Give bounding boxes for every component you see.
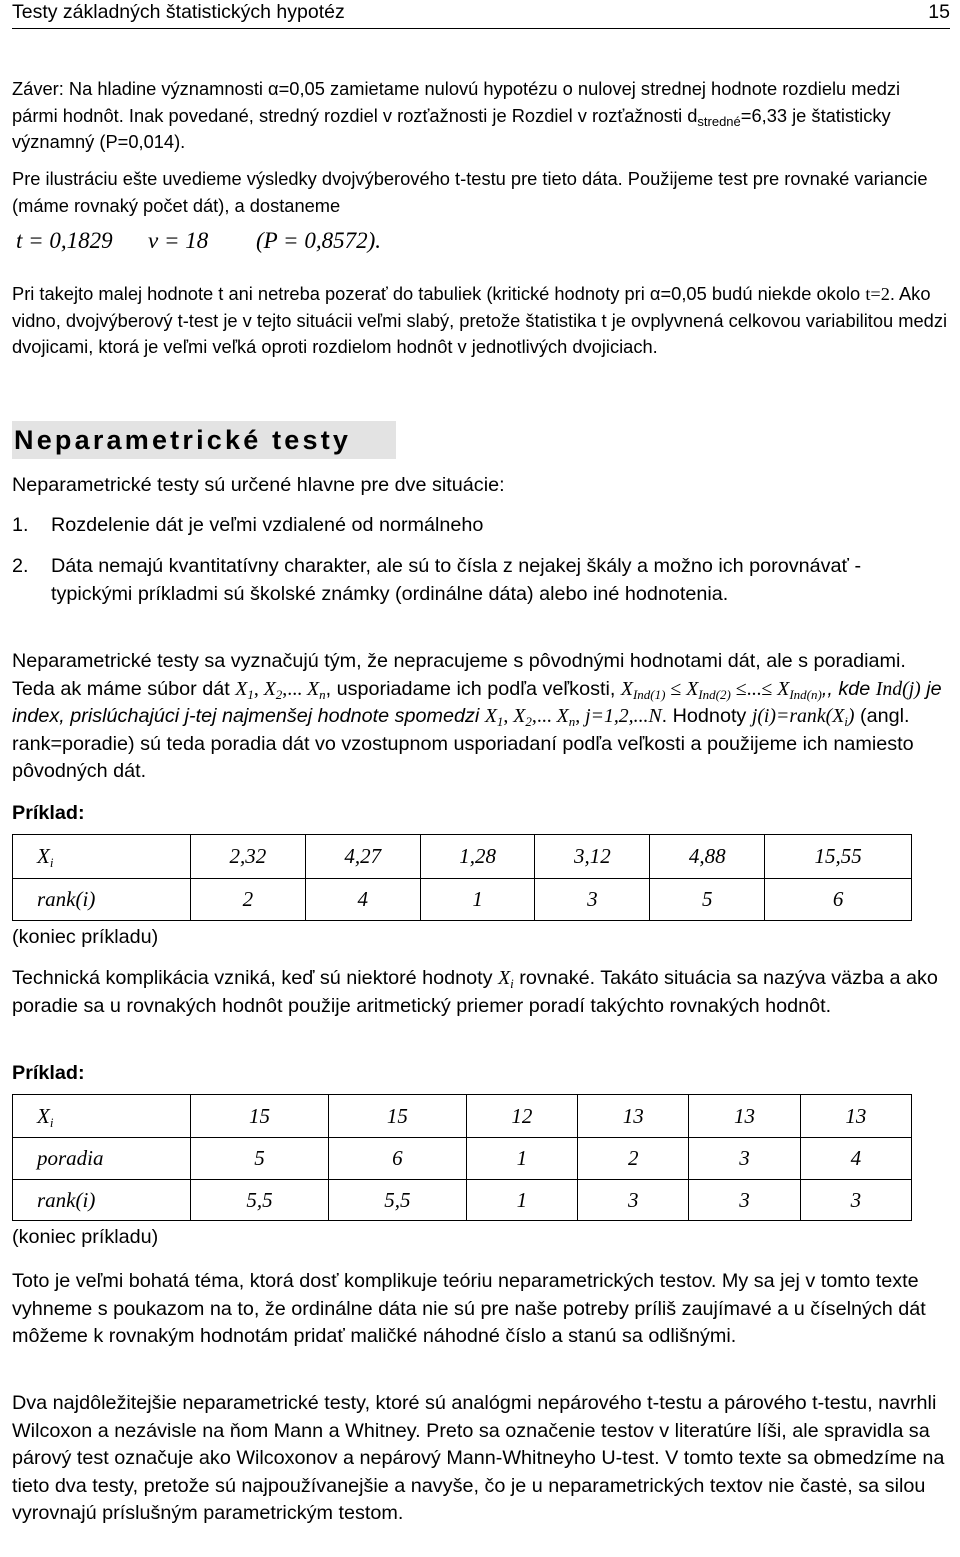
- table-cell: 15: [191, 1095, 329, 1138]
- rank-text: . Hodnoty: [661, 705, 752, 727]
- row-label-text: rank(i): [37, 1187, 96, 1212]
- page-header: [12, 0, 950, 29]
- situation-text: Dáta nemajú kvantitatívny charakter, ale sú to čísla z nejakej škály a možno ich porovnávať - typickými príkladmi sú školské známky (ordinálne dáta) alebo iné hodnotenia.: [51, 555, 862, 605]
- example-2-table: [12, 1094, 912, 1221]
- var-sub: 1: [247, 686, 254, 702]
- situation-text: Rozdelenie dát je veľmi vzdialené od normálneho: [51, 514, 484, 536]
- table-cell: 6: [328, 1138, 466, 1180]
- t-test-intro-paragraph: Pre ilustráciu ešte uvedieme výsledky dvojvýberového t-testu pre tieto dáta. Použijeme test pre rovnaké variancie (máme rovnaký počet dát), a dostaneme: [12, 168, 928, 216]
- table-cell: 4,88: [650, 835, 765, 879]
- example-1-table: [12, 834, 912, 921]
- table-row: [13, 1138, 912, 1180]
- situation-number: 2.: [12, 555, 29, 577]
- row-label-text: X: [37, 844, 50, 868]
- table-cell: 4: [305, 879, 420, 921]
- row-label: [13, 1180, 191, 1221]
- table-row: [13, 1095, 912, 1138]
- table-cell: 15,55: [765, 835, 912, 879]
- table-cell: 13: [578, 1095, 689, 1138]
- table-cell: 5,5: [191, 1180, 329, 1221]
- situation-number: 1.: [12, 514, 29, 536]
- table-cell: 3: [800, 1180, 911, 1221]
- example-2-label: Príklad:: [12, 1062, 85, 1084]
- example-2-end: (koniec príkladu): [12, 1226, 159, 1248]
- table-cell: 3: [535, 879, 650, 921]
- var-sub: n: [568, 714, 576, 729]
- sep: ,...: [282, 677, 308, 700]
- var-x: X: [263, 677, 276, 700]
- row-label-sub: i: [49, 1114, 54, 1130]
- table-cell: 5,5: [328, 1180, 466, 1221]
- table-cell: 12: [466, 1095, 577, 1138]
- var-sub: i: [844, 714, 848, 729]
- conclusion-paragraph: [12, 76, 948, 156]
- var-sub: Ind(n): [789, 686, 822, 702]
- table-cell: 1,28: [420, 835, 535, 879]
- section-heading-text: Neparametrické testy: [14, 425, 352, 455]
- sep: ,...: [531, 705, 557, 727]
- var-sub: 2: [275, 686, 283, 702]
- example-1-label: Príklad:: [12, 802, 85, 824]
- formula-t: t = 0,1829: [16, 228, 113, 253]
- table-cell: 6: [765, 879, 912, 921]
- table-cell: 5: [191, 1138, 329, 1180]
- row-label-sub: i: [49, 855, 54, 870]
- example-1-end: (koniec príkladu): [12, 926, 159, 948]
- row-label-text: rank(i): [37, 887, 96, 911]
- var-x: X: [498, 967, 511, 989]
- le-sign: ≤: [665, 677, 687, 700]
- var-sub: n: [319, 686, 326, 702]
- table-cell: 4,27: [305, 835, 420, 879]
- section-heading: [12, 421, 396, 459]
- header-title: Testy základných štatistických hypotéz: [12, 1, 345, 23]
- page-number: 15: [928, 1, 950, 23]
- var-sub: 2: [525, 714, 532, 729]
- table-cell: 2,32: [191, 835, 306, 879]
- row-label: [13, 1138, 191, 1180]
- formula-nu: ν = 18: [148, 228, 209, 253]
- sep: ,: [503, 705, 514, 727]
- table-cell: 3,12: [535, 835, 650, 879]
- t-value: t=2: [865, 284, 890, 304]
- two-tests-paragraph: Dva najdôležitejšie neparametrické testy, ktoré sú analógmi nepárového t-testu a párového t-testu, navrhli Wilcoxon a nezávisle na ňom Mann a Whitney. Preto sa označenie testov v literatúre líši, ale spravidla sa párový test označuje ako Wilcoxonov a nepárový Mann-Whitneyho U-test. V tomto texte sa obmedzíme na tieto dva testy, pretože sú najpoužívanejšie a navyše, čo je u neparametrických textov nie častė, sa silou vyrovnajú príslušným parametrickým testom.: [12, 1392, 945, 1524]
- situation-item-1: [12, 512, 948, 542]
- formula-p: (P = 0,8572).: [256, 228, 381, 253]
- var-x: X: [620, 677, 633, 700]
- ties-text: Technická komplikácia vzniká, keď sú niektoré hodnoty: [12, 967, 499, 989]
- table-row: [13, 879, 912, 921]
- var-sub: i: [510, 976, 514, 991]
- rich-topic-paragraph: Toto je veľmi bohatá téma, ktorá dosť komplikuje teóriu neparametrických testov. My sa jej v tomto texte vyhneme s poukazom na to, že ordinálne dáta nie sú pre naše potreby príliš zaujímavé a u číselných dát môžeme k rovnakým hodnotám pridať maličké náhodné číslo a stanú sa odlišnými.: [12, 1270, 926, 1347]
- var-x: X: [307, 677, 320, 700]
- table-row: [13, 835, 912, 879]
- var-x: X: [484, 705, 497, 727]
- small-t-paragraph: [12, 281, 948, 361]
- d-subscript: stredné: [697, 113, 741, 129]
- var-ind: Ind(j): [875, 677, 921, 700]
- var-x: X: [686, 677, 699, 700]
- table-cell: 1: [466, 1180, 577, 1221]
- rank-paragraph: [12, 648, 948, 786]
- table-cell: 4: [800, 1138, 911, 1180]
- table-cell: 3: [578, 1180, 689, 1221]
- sep: ,: [253, 677, 264, 700]
- rank-text: , usporiadame ich podľa veľkosti,: [325, 677, 621, 700]
- table-cell: 15: [328, 1095, 466, 1138]
- var-x: X: [556, 705, 569, 727]
- small-t-text-a: Pri takejto malej hodnote t ani netreba pozerať do tabuliek (kritické hodnoty pri α=0,05 budú niekde okolo: [12, 283, 866, 304]
- ties-text: rovnaké. Takáto situácia sa nazýva väzba a ako poradie sa u rovnakých hodnôt použije aritmetický priemer poradí takýchto rovnakých hodnôt.: [12, 967, 938, 1017]
- sep: ,: [575, 705, 586, 727]
- table-cell: 13: [800, 1095, 911, 1138]
- var-j-def: j(i)=rank(X: [751, 705, 845, 727]
- table-cell: 3: [689, 1180, 800, 1221]
- row-label-text: poradia: [37, 1146, 104, 1170]
- ties-paragraph: [12, 965, 948, 1020]
- small-t-text-b: . Ako vidno, dvojvýberový t-test je v tejto situácii veľmi slabý, pretože štatistika t je ovplyvnená celkovou variabilitou medzi dvojicami, ktorá je veľmi veľká oproti rozdielom hodnôt v jednotlivých dvojiciach.: [12, 283, 948, 357]
- row-label-text: X: [37, 1103, 50, 1128]
- le-sign: ≤...≤: [730, 677, 778, 700]
- table-row: [13, 1180, 912, 1221]
- intro-paragraph: Neparametrické testy sú určené hlavne pre dve situácie:: [12, 474, 505, 496]
- rank-text: Neparametrické testy sa vyznačujú tým, že nepracujeme s pôvodnými hodnotami dát, ale s poradiami. Teda ak máme súbor dát: [12, 650, 906, 700]
- table-cell: 3: [689, 1138, 800, 1180]
- var-sub: Ind(2): [698, 686, 731, 702]
- var-x: X: [777, 677, 790, 700]
- table-cell: 1: [466, 1138, 577, 1180]
- conclusion-text-a: Záver: Na hladine významnosti α=0,05 zamietame nulovú hypotézu o nulovej strednej hodnote rozdielu medzi pármi hodnôt. Inak povedané, stredný rozdiel v rozťažnosti je Rozdiel v rozťažnosti d: [12, 78, 901, 126]
- var-sub: Ind(1): [632, 686, 666, 702]
- rank-text: (angl. rank=poradie) sú teda poradia dát vo vzostupnom usporiadaní podľa veľkosti a použijeme ich namiesto pôvodných dát.: [12, 705, 914, 782]
- var-x: X: [513, 705, 526, 727]
- conclusion-text-b: =6,33 je štatisticky významný (P=0,014).: [12, 104, 891, 152]
- table-cell: 1: [420, 879, 535, 921]
- table-cell: 13: [689, 1095, 800, 1138]
- rank-text: ,, kde: [821, 677, 876, 700]
- row-label: [13, 879, 191, 921]
- row-label: [13, 1095, 191, 1138]
- rank-text: je index, prislúchajúci j-tej najmenšej hodnote spomedzi: [12, 677, 942, 727]
- row-label: [13, 835, 191, 879]
- var-x: X: [235, 677, 248, 700]
- table-cell: 5: [650, 879, 765, 921]
- var-sub: 1: [496, 714, 504, 729]
- table-cell: 2: [578, 1138, 689, 1180]
- table-cell: 2: [191, 879, 306, 921]
- var-j-def-end: ): [847, 705, 855, 727]
- var-j-range: j=1,2,...N: [585, 705, 662, 727]
- situation-item-2: [12, 553, 948, 637]
